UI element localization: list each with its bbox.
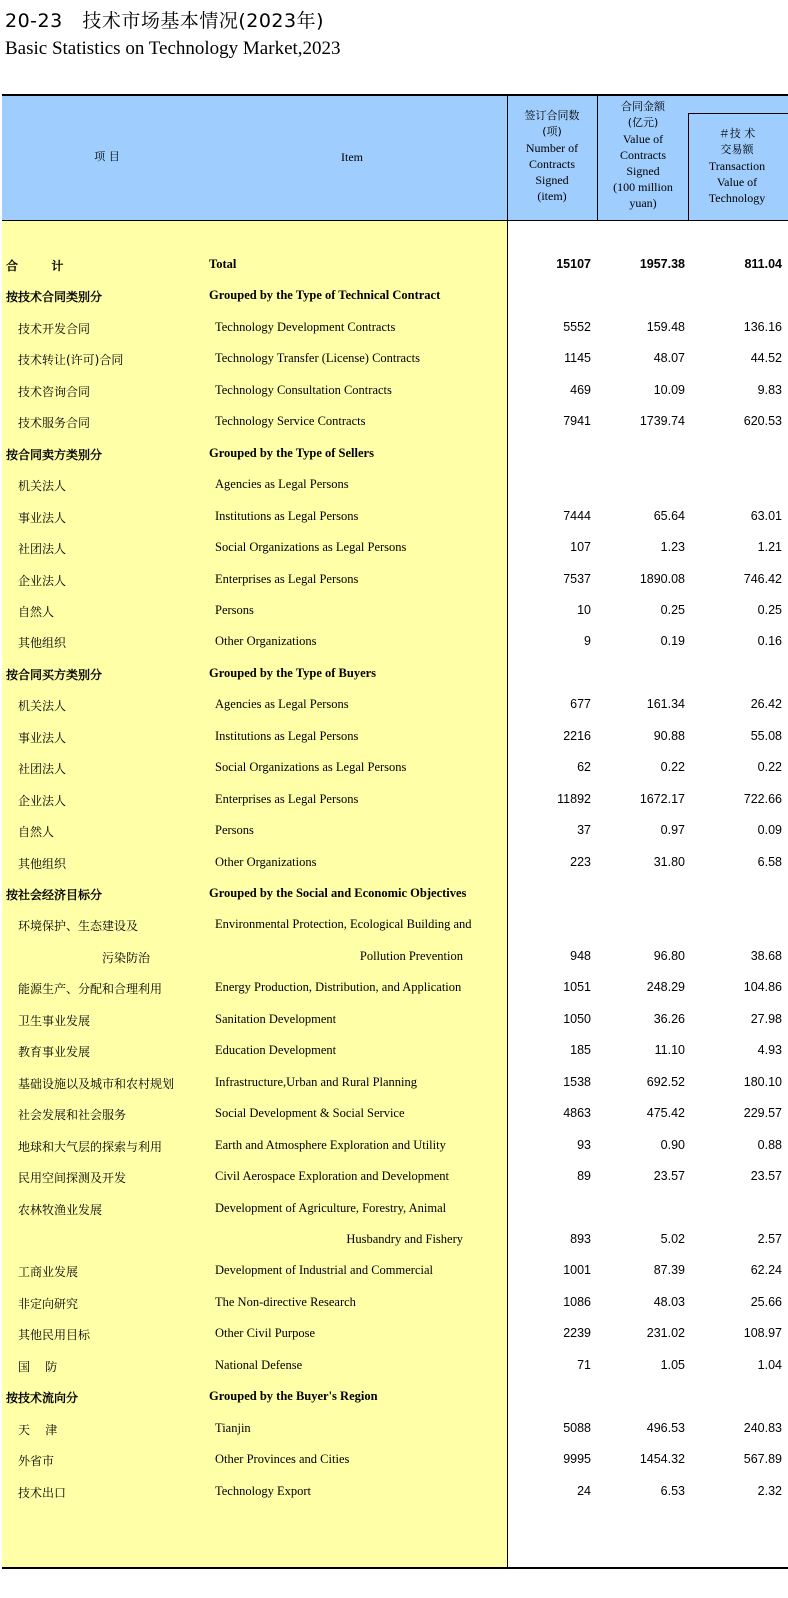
table-row	[2, 941, 788, 973]
row-label-en: Enterprises as Legal Persons	[215, 571, 359, 586]
table-row	[2, 1287, 788, 1319]
table-row	[2, 784, 788, 816]
row-label-cn: 其他组织	[18, 636, 67, 651]
row-label-en: Grouped by the Type of Technical Contract	[209, 288, 441, 303]
row-label-en: Agencies as Legal Persons	[215, 697, 349, 712]
contracts-signed-value: 185	[570, 1043, 591, 1058]
header-line: (亿元)	[627, 116, 659, 129]
transaction-value: 108.97	[743, 1326, 782, 1341]
row-label-cn: 技术转让(许可)合同	[18, 353, 124, 368]
row-label-en: Grouped by the Type of Buyers	[209, 665, 377, 680]
group-row	[2, 878, 788, 910]
row-label-en: Technology Development Contracts	[215, 319, 396, 334]
header-item-en: Item	[341, 150, 363, 164]
row-label-cn: 自然人	[18, 825, 55, 840]
transaction-value: 2.57	[757, 1231, 782, 1246]
table-row	[2, 626, 788, 658]
contract-value: 96.80	[653, 948, 685, 963]
contracts-signed-value: 4863	[563, 1106, 591, 1121]
transaction-value: 38.68	[750, 948, 782, 963]
row-label-en: Enterprises as Legal Persons	[215, 791, 359, 806]
transaction-value: 746.42	[743, 571, 782, 586]
contracts-signed-value: 2216	[563, 728, 591, 743]
header-line: 交易额	[720, 143, 754, 156]
row-label-cn: 其他民用目标	[18, 1328, 91, 1343]
table-row	[2, 847, 788, 879]
transaction-value: 26.42	[750, 697, 782, 712]
row-label-en: Husbandry and Fishery	[346, 1231, 463, 1246]
contract-value: 161.34	[646, 697, 685, 712]
row-label-en: Technology Transfer (License) Contracts	[215, 351, 420, 366]
table-row	[2, 909, 788, 941]
contracts-signed-value: 677	[570, 697, 591, 712]
row-label-cn: 技术咨询合同	[18, 384, 91, 399]
transaction-value: 4.93	[757, 1043, 782, 1058]
transaction-value: 1.21	[757, 540, 782, 555]
row-label-cn: 社会发展和社会服务	[18, 1108, 127, 1123]
row-label-cn: 按技术合同类别分	[6, 290, 103, 305]
contracts-signed-value: 107	[570, 540, 591, 555]
transaction-value: 0.09	[757, 823, 782, 838]
transaction-value: 180.10	[743, 1074, 782, 1089]
contract-value: 231.02	[646, 1326, 685, 1341]
contracts-signed-value: 9	[584, 634, 591, 649]
transaction-value: 1.04	[757, 1357, 782, 1372]
row-label-cn: 事业法人	[18, 730, 67, 745]
contract-value: 0.90	[660, 1137, 685, 1152]
table-row	[2, 1255, 788, 1287]
contracts-signed-value: 1050	[563, 1011, 591, 1026]
table-row	[2, 752, 788, 784]
row-label-en: Social Organizations as Legal Persons	[215, 760, 407, 775]
transaction-value: 9.83	[757, 382, 782, 397]
row-label-cn: 农林牧渔业发展	[18, 1202, 103, 1217]
contract-value: 65.64	[653, 508, 685, 523]
row-label-cn: 其他组织	[18, 856, 67, 871]
contract-value: 0.97	[660, 823, 685, 838]
transaction-value: 240.83	[743, 1420, 782, 1435]
transaction-value: 722.66	[743, 791, 782, 806]
row-label-cn: 按合同卖方类别分	[6, 447, 103, 462]
row-label-cn: 天 津	[18, 1422, 58, 1437]
table-row	[2, 1476, 788, 1508]
contracts-signed-value: 9995	[563, 1452, 591, 1467]
transaction-value: 0.25	[757, 602, 782, 617]
header-contract-value	[599, 99, 687, 211]
contracts-signed-value: 7537	[563, 571, 591, 586]
column-divider	[597, 96, 598, 220]
header-line: 合同金额	[621, 100, 665, 113]
row-label-en: Total	[209, 257, 237, 271]
contracts-signed-value: 1001	[563, 1263, 591, 1278]
contracts-signed-value: 7941	[563, 414, 591, 429]
row-label-en: Grouped by the Buyer's Region	[209, 1389, 378, 1404]
contract-value: 496.53	[646, 1420, 685, 1435]
header-line: Technology	[708, 191, 766, 205]
contract-value: 1890.08	[639, 571, 685, 586]
column-divider	[688, 113, 689, 220]
contract-value: 248.29	[646, 980, 685, 995]
row-label-en: Technology Consultation Contracts	[215, 382, 392, 397]
row-label-en: Social Organizations as Legal Persons	[215, 540, 407, 555]
table-row	[2, 469, 788, 501]
table-row	[2, 1318, 788, 1350]
row-label-cn: 技术服务合同	[18, 416, 91, 431]
header-line: Value of	[622, 132, 664, 146]
transaction-value: 136.16	[743, 319, 782, 334]
row-label-cn: 技术出口	[18, 1485, 67, 1500]
header-line: Signed	[535, 173, 569, 187]
contracts-signed-value: 93	[577, 1137, 591, 1152]
transaction-value: 23.57	[750, 1169, 782, 1184]
contracts-signed-value: 15107	[556, 257, 591, 271]
contracts-signed-value: 469	[570, 382, 591, 397]
contracts-signed-value: 89	[577, 1169, 591, 1184]
row-label-cn: 能源生产、分配和合理利用	[18, 982, 163, 997]
row-label-cn: 地球和大气层的探索与利用	[18, 1139, 163, 1154]
table-row	[2, 1350, 788, 1382]
row-label-cn: 按技术流向分	[6, 1391, 79, 1406]
row-label-en: Technology Export	[215, 1483, 311, 1498]
header-line: (项)	[542, 125, 562, 138]
contracts-signed-value: 5552	[563, 319, 591, 334]
header-subdivider	[688, 113, 788, 114]
row-label-en: Other Civil Purpose	[215, 1326, 315, 1341]
table-row	[2, 1413, 788, 1445]
table-row	[2, 406, 788, 438]
row-label-en: Other Organizations	[215, 634, 317, 649]
table-row	[2, 1004, 788, 1036]
header-transaction-value	[692, 126, 782, 206]
table-row	[2, 689, 788, 721]
header-line: Signed	[626, 164, 660, 178]
table-title-cn: 20-23 技术市场基本情况(2023年)	[5, 10, 325, 32]
row-label-cn: 社团法人	[18, 762, 67, 777]
table-row	[2, 564, 788, 596]
contract-value: 6.53	[660, 1483, 685, 1498]
row-label-cn: 民用空间探测及开发	[18, 1171, 127, 1186]
contract-value: 87.39	[653, 1263, 685, 1278]
contract-value: 48.03	[653, 1294, 685, 1309]
contracts-signed-value: 24	[577, 1483, 591, 1498]
row-label-en: Development of Agriculture, Forestry, Animal	[215, 1200, 447, 1215]
header-line: yuan)	[629, 196, 657, 210]
row-label-en: Infrastructure,Urban and Rural Planning	[215, 1074, 418, 1089]
row-label-cn: 自然人	[18, 604, 55, 619]
row-label-en: Earth and Atmosphere Exploration and Utility	[215, 1137, 446, 1152]
transaction-value: 44.52	[750, 351, 782, 366]
contracts-signed-value: 71	[577, 1357, 591, 1372]
row-label-en: Social Development & Social Service	[215, 1106, 405, 1121]
row-label-en: Persons	[215, 823, 254, 838]
transaction-value: 229.57	[743, 1106, 782, 1121]
contracts-signed-value: 11892	[557, 791, 591, 806]
transaction-value: 55.08	[750, 728, 782, 743]
contract-value: 23.57	[653, 1169, 685, 1184]
transaction-value: 0.16	[757, 634, 782, 649]
header-contracts-signed	[508, 108, 596, 204]
contracts-signed-value: 948	[570, 948, 591, 963]
row-label-cn: 教育事业发展	[18, 1045, 91, 1060]
row-label-en: Environmental Protection, Ecological Building and	[215, 917, 472, 932]
contracts-signed-value: 37	[577, 823, 591, 838]
contract-value: 1672.17	[639, 791, 685, 806]
table-row	[2, 1035, 788, 1067]
row-label-cn: 按合同买方类别分	[6, 667, 103, 682]
contract-value: 0.22	[660, 760, 685, 775]
contract-value: 10.09	[653, 382, 685, 397]
contracts-signed-value: 2239	[563, 1326, 591, 1341]
header-line: 签订合同数	[524, 109, 580, 122]
statistics-table	[2, 94, 788, 1569]
table-row	[2, 312, 788, 344]
table-title-en: Basic Statistics on Technology Market,2023	[5, 38, 341, 59]
header-item-cn: 项 目	[94, 150, 120, 163]
header-line: Number of	[525, 141, 579, 155]
contract-value: 5.02	[660, 1231, 685, 1246]
row-label-en: Other Provinces and Cities	[215, 1452, 350, 1467]
row-label-cn: 技术开发合同	[18, 321, 91, 336]
contract-value: 0.19	[660, 634, 685, 649]
row-label-cn: 社团法人	[18, 542, 67, 557]
contract-value: 48.07	[653, 351, 685, 366]
row-label-cn: 工商业发展	[18, 1265, 79, 1280]
header-line: (100 million	[613, 180, 673, 194]
contracts-signed-value: 1051	[563, 980, 591, 995]
transaction-value: 2.32	[757, 1483, 782, 1498]
row-label-en: Institutions as Legal Persons	[215, 728, 359, 743]
contract-value: 1.23	[660, 540, 685, 555]
transaction-value: 567.89	[743, 1452, 782, 1467]
row-label-cn: 机关法人	[18, 479, 67, 494]
row-label-en: Energy Production, Distribution, and Application	[215, 980, 462, 995]
transaction-value: 63.01	[750, 508, 782, 523]
row-label-cn: 环境保护、生态建设及	[18, 919, 139, 934]
row-label-cn: 基础设施以及城市和农村规划	[18, 1076, 175, 1091]
table-row	[2, 532, 788, 564]
table-row	[2, 1067, 788, 1099]
contracts-signed-value: 893	[570, 1231, 591, 1246]
contract-value: 0.25	[660, 602, 685, 617]
row-label-en: Education Development	[215, 1043, 337, 1058]
contracts-signed-value: 5088	[563, 1420, 591, 1435]
row-label-en: Civil Aerospace Exploration and Development	[215, 1169, 449, 1184]
table-row	[2, 1098, 788, 1130]
row-label-cn: 污染防治	[102, 950, 151, 965]
table-bottom-rule	[2, 1567, 788, 1569]
row-label-en: Institutions as Legal Persons	[215, 508, 359, 523]
contract-value: 1.05	[660, 1357, 685, 1372]
group-row	[2, 658, 788, 690]
contract-value: 11.10	[654, 1043, 685, 1058]
group-row	[2, 1381, 788, 1413]
header-line: Contracts	[529, 157, 575, 171]
row-label-en: The Non-directive Research	[215, 1294, 356, 1309]
row-label-cn: 外省市	[18, 1454, 55, 1469]
contract-value: 31.80	[653, 854, 685, 869]
row-label-en: Tianjin	[215, 1420, 251, 1435]
contracts-signed-value: 62	[577, 760, 591, 775]
contracts-signed-value: 10	[577, 602, 591, 617]
contracts-signed-value: 1538	[563, 1074, 591, 1089]
table-row	[2, 1130, 788, 1162]
row-label-en: Grouped by the Social and Economic Objectives	[209, 886, 467, 900]
row-label-cn: 卫生事业发展	[18, 1013, 91, 1028]
contracts-signed-value: 223	[570, 854, 591, 869]
table-row	[2, 375, 788, 407]
row-label-en: Pollution Prevention	[359, 948, 463, 963]
contract-value: 692.52	[646, 1074, 685, 1089]
table-row	[2, 972, 788, 1004]
table-row	[2, 1161, 788, 1193]
contract-value: 1957.38	[639, 257, 685, 271]
row-label-en: Persons	[215, 602, 254, 617]
contract-value: 1454.32	[639, 1452, 685, 1467]
header-line: Contracts	[620, 148, 666, 162]
row-label-en: National Defense	[215, 1357, 303, 1372]
contracts-signed-value: 1086	[563, 1294, 591, 1309]
transaction-value: 811.04	[744, 257, 782, 271]
row-label-en: Grouped by the Type of Sellers	[209, 445, 374, 460]
row-label-en: Sanitation Development	[215, 1011, 337, 1026]
contracts-signed-value: 1145	[564, 351, 591, 366]
total-row	[2, 249, 788, 281]
row-label-cn: 企业法人	[18, 573, 67, 588]
transaction-value: 620.53	[743, 414, 782, 429]
header-line: (item)	[537, 189, 567, 203]
row-label-en: Agencies as Legal Persons	[215, 477, 349, 492]
row-label-cn: 企业法人	[18, 793, 67, 808]
row-label-cn: 非定向研究	[18, 1296, 79, 1311]
table-row	[2, 595, 788, 627]
header-line: Transaction	[708, 159, 766, 173]
table-row	[2, 721, 788, 753]
row-label-en: Other Organizations	[215, 854, 317, 869]
row-label-en: Technology Service Contracts	[215, 414, 366, 429]
transaction-value: 27.98	[750, 1011, 782, 1026]
group-row	[2, 438, 788, 470]
row-label-cn: 按社会经济目标分	[6, 888, 103, 902]
header-line: Value of	[716, 175, 758, 189]
contract-value: 90.88	[653, 728, 685, 743]
table-row	[2, 501, 788, 533]
table-row	[2, 1444, 788, 1476]
row-label-cn: 合 计	[6, 259, 64, 273]
group-row	[2, 280, 788, 312]
transaction-value: 0.22	[757, 760, 782, 775]
row-label-en: Development of Industrial and Commercial	[215, 1263, 433, 1278]
header-line: ＃技 术	[718, 127, 756, 140]
table-row	[2, 1224, 788, 1256]
table-row	[2, 343, 788, 375]
transaction-value: 62.24	[750, 1263, 782, 1278]
table-row	[2, 1193, 788, 1225]
transaction-value: 104.86	[743, 980, 782, 995]
contract-value: 1739.74	[639, 414, 685, 429]
table-top-rule	[2, 94, 788, 96]
row-label-cn: 国 防	[18, 1359, 58, 1374]
transaction-value: 25.66	[750, 1294, 782, 1309]
contract-value: 159.48	[646, 319, 685, 334]
contracts-signed-value: 7444	[563, 508, 591, 523]
row-label-cn: 机关法人	[18, 699, 67, 714]
table-header	[2, 96, 788, 221]
contract-value: 475.42	[646, 1106, 685, 1121]
table-row	[2, 815, 788, 847]
row-label-cn: 事业法人	[18, 510, 67, 525]
contract-value: 36.26	[653, 1011, 685, 1026]
transaction-value: 0.88	[757, 1137, 782, 1152]
transaction-value: 6.58	[757, 854, 782, 869]
